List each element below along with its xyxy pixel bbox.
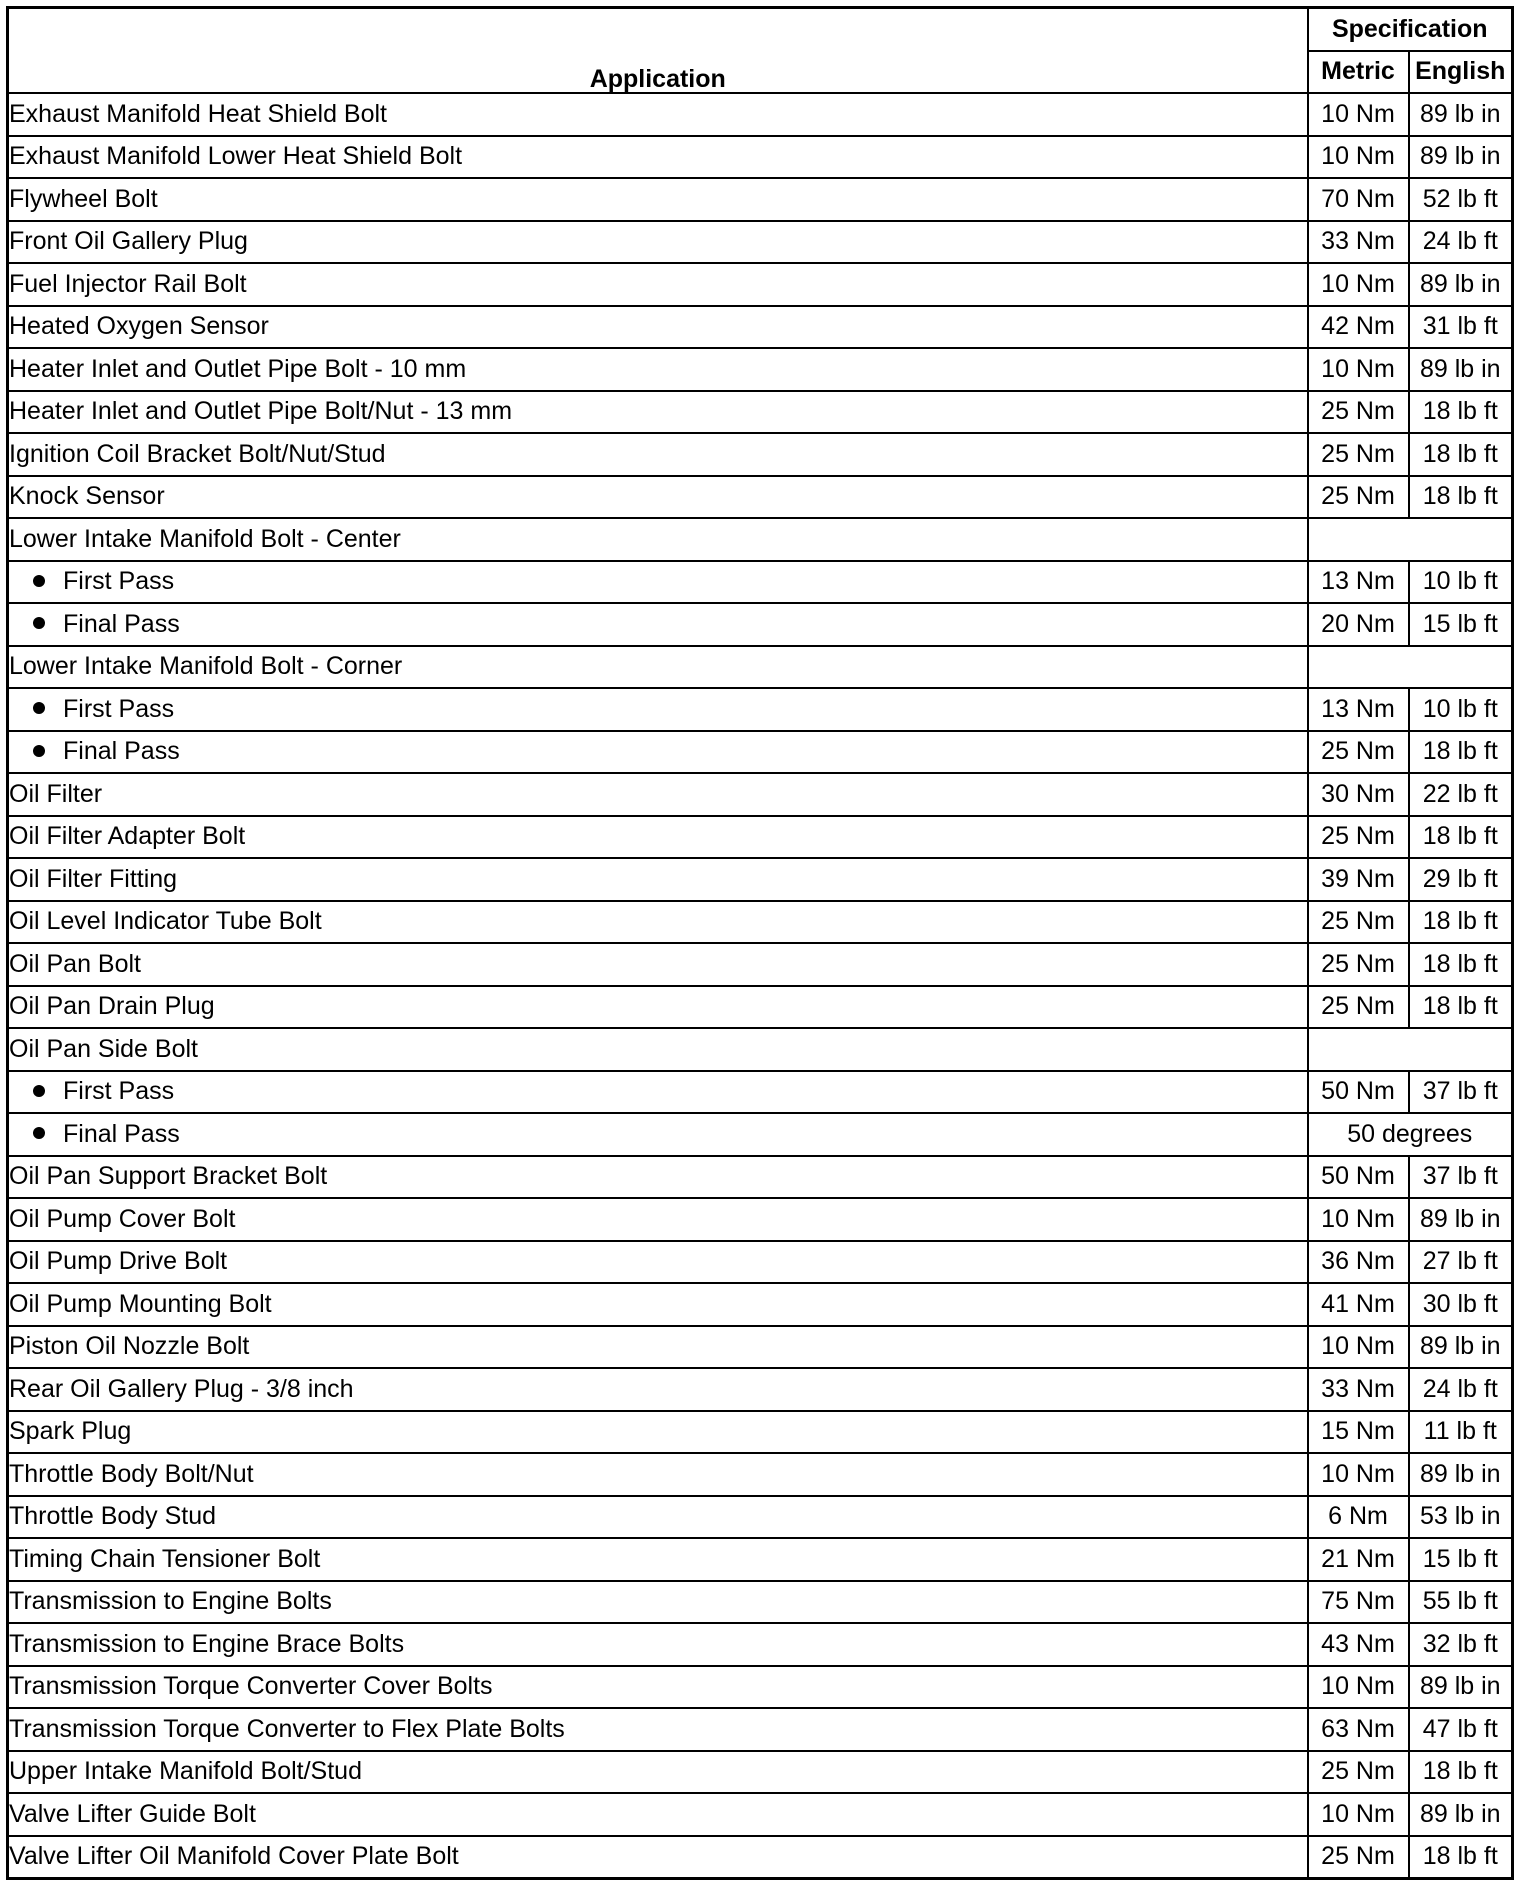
english-value-cell: 18 lb ft (1409, 816, 1513, 859)
application-cell (8, 1113, 1308, 1156)
metric-value-cell: 25 Nm (1308, 816, 1409, 859)
table-row (8, 1581, 1513, 1624)
application-label: Final Pass (63, 609, 180, 638)
application-label: Knock Sensor (9, 482, 165, 511)
application-label: Oil Pan Support Bracket Bolt (9, 1162, 328, 1191)
metric-value-cell: 63 Nm (1308, 1708, 1409, 1751)
table-row (8, 1836, 1513, 1879)
application-cell (8, 178, 1308, 221)
table-row (8, 688, 1513, 731)
metric-value-cell: 10 Nm (1308, 263, 1409, 306)
application-cell (8, 858, 1308, 901)
table-body (8, 93, 1513, 1879)
application-cell (8, 603, 1308, 646)
metric-value-cell: 43 Nm (1308, 1623, 1409, 1666)
table-row (8, 221, 1513, 264)
application-cell (8, 263, 1308, 306)
application-label: Oil Filter Fitting (9, 864, 178, 893)
application-cell (8, 306, 1308, 349)
application-label: Transmission Torque Converter Cover Bolts (9, 1672, 493, 1701)
application-label: Oil Filter (9, 779, 103, 808)
table-row (8, 1283, 1513, 1326)
english-value-cell: 29 lb ft (1409, 858, 1513, 901)
english-value-cell: 89 lb in (1409, 1453, 1513, 1496)
table-row (8, 1623, 1513, 1666)
metric-value-cell: 70 Nm (1308, 178, 1409, 221)
metric-value-cell: 25 Nm (1308, 943, 1409, 986)
metric-value-cell: 10 Nm (1308, 1198, 1409, 1241)
application-cell (8, 93, 1308, 136)
bullet-icon (33, 702, 45, 714)
table-group-row (8, 1028, 1513, 1071)
table-row (8, 1198, 1513, 1241)
application-label: Oil Pump Cover Bolt (9, 1204, 236, 1233)
application-cell (8, 348, 1308, 391)
group-spacer-cell (1308, 646, 1513, 689)
english-value-cell: 18 lb ft (1409, 943, 1513, 986)
table-row (8, 1113, 1513, 1156)
application-label: Timing Chain Tensioner Bolt (9, 1544, 321, 1573)
metric-value-cell: 50 Nm (1308, 1156, 1409, 1199)
application-label: Lower Intake Manifold Bolt - Corner (9, 652, 403, 681)
english-value-cell: 89 lb in (1409, 93, 1513, 136)
application-cell (8, 1751, 1308, 1794)
application-label: Oil Pan Bolt (9, 949, 142, 978)
application-cell (8, 1156, 1308, 1199)
table-row (8, 1708, 1513, 1751)
english-value-cell: 10 lb ft (1409, 688, 1513, 731)
application-label: Oil Pump Drive Bolt (9, 1247, 228, 1276)
application-label: Heated Oxygen Sensor (9, 312, 269, 341)
english-value-cell: 52 lb ft (1409, 178, 1513, 221)
table-row (8, 1368, 1513, 1411)
english-value-cell: 18 lb ft (1409, 1836, 1513, 1879)
table-row (8, 731, 1513, 774)
english-value-cell: 89 lb in (1409, 136, 1513, 179)
table-row (8, 476, 1513, 519)
table-row (8, 1411, 1513, 1454)
bullet-icon (33, 745, 45, 757)
english-value-cell: 37 lb ft (1409, 1156, 1513, 1199)
metric-value-cell: 10 Nm (1308, 1793, 1409, 1836)
application-cell (8, 433, 1308, 476)
english-value-cell: 32 lb ft (1409, 1623, 1513, 1666)
application-cell (8, 1836, 1308, 1879)
english-value-cell: 89 lb in (1409, 1793, 1513, 1836)
application-label: Upper Intake Manifold Bolt/Stud (9, 1757, 362, 1786)
application-cell (8, 816, 1308, 859)
application-cell (8, 1198, 1308, 1241)
table-row (8, 858, 1513, 901)
application-label: Transmission Torque Converter to Flex Plate Bolts (9, 1714, 565, 1743)
metric-value-cell: 25 Nm (1308, 1751, 1409, 1794)
torque-spec-table (6, 6, 1514, 1880)
table-row (8, 348, 1513, 391)
metric-value-cell: 6 Nm (1308, 1496, 1409, 1539)
application-cell (8, 221, 1308, 264)
group-spacer-cell (1308, 1028, 1513, 1071)
english-value-cell: 18 lb ft (1409, 901, 1513, 944)
metric-value-cell: 10 Nm (1308, 1666, 1409, 1709)
english-value-cell: 24 lb ft (1409, 1368, 1513, 1411)
application-cell (8, 136, 1308, 179)
english-value-cell: 15 lb ft (1409, 1538, 1513, 1581)
application-cell (8, 731, 1308, 774)
application-label: Oil Level Indicator Tube Bolt (9, 907, 322, 936)
application-label: Final Pass (63, 1119, 180, 1148)
bullet-icon (33, 575, 45, 587)
english-value-cell: 89 lb in (1409, 348, 1513, 391)
application-label: Throttle Body Stud (9, 1502, 217, 1531)
english-value-cell: 18 lb ft (1409, 731, 1513, 774)
english-value-cell: 18 lb ft (1409, 433, 1513, 476)
english-value-cell: 15 lb ft (1409, 603, 1513, 646)
application-label: Exhaust Manifold Heat Shield Bolt (9, 99, 387, 128)
application-label: First Pass (63, 567, 175, 596)
table-group-row (8, 646, 1513, 689)
application-label: Fuel Injector Rail Bolt (9, 269, 247, 298)
metric-value-cell: 13 Nm (1308, 688, 1409, 731)
table-row (8, 1751, 1513, 1794)
application-cell (8, 1623, 1308, 1666)
english-value-cell: 22 lb ft (1409, 773, 1513, 816)
table-row (8, 1156, 1513, 1199)
metric-value-cell: 50 Nm (1308, 1071, 1409, 1114)
bullet-icon (33, 1127, 45, 1139)
spec-value-cell: 50 degrees (1308, 1113, 1513, 1156)
table-row (8, 603, 1513, 646)
table-row (8, 1453, 1513, 1496)
table-row (8, 561, 1513, 604)
application-cell (8, 1538, 1308, 1581)
metric-value-cell: 33 Nm (1308, 1368, 1409, 1411)
english-value-cell: 18 lb ft (1409, 986, 1513, 1029)
application-cell (8, 1368, 1308, 1411)
application-label: Valve Lifter Oil Manifold Cover Plate Bolt (9, 1842, 459, 1871)
application-cell (8, 1241, 1308, 1284)
application-cell (8, 1071, 1308, 1114)
application-label: Transmission to Engine Bolts (9, 1587, 332, 1616)
table-row (8, 1326, 1513, 1369)
table-row (8, 901, 1513, 944)
application-label: First Pass (63, 694, 175, 723)
table-row (8, 136, 1513, 179)
english-value-cell: 89 lb in (1409, 1666, 1513, 1709)
table-row (8, 816, 1513, 859)
metric-header: Metric (1308, 51, 1409, 94)
table-row (8, 263, 1513, 306)
application-label: Lower Intake Manifold Bolt - Center (9, 524, 401, 553)
application-label: Oil Pump Mounting Bolt (9, 1289, 272, 1318)
application-label: Throttle Body Bolt/Nut (9, 1459, 254, 1488)
application-label: Transmission to Engine Brace Bolts (9, 1629, 405, 1658)
application-cell (8, 901, 1308, 944)
english-value-cell: 18 lb ft (1409, 1751, 1513, 1794)
english-value-cell: 18 lb ft (1409, 476, 1513, 519)
metric-value-cell: 25 Nm (1308, 476, 1409, 519)
english-value-cell: 55 lb ft (1409, 1581, 1513, 1624)
application-label: Front Oil Gallery Plug (9, 227, 248, 256)
application-label: Rear Oil Gallery Plug - 3/8 inch (9, 1374, 354, 1403)
english-value-cell: 37 lb ft (1409, 1071, 1513, 1114)
english-value-cell: 18 lb ft (1409, 391, 1513, 434)
table-group-row (8, 518, 1513, 561)
bullet-icon (33, 1085, 45, 1097)
english-value-cell: 89 lb in (1409, 263, 1513, 306)
metric-value-cell: 10 Nm (1308, 93, 1409, 136)
metric-value-cell: 15 Nm (1308, 1411, 1409, 1454)
metric-value-cell: 25 Nm (1308, 731, 1409, 774)
application-cell (8, 1028, 1308, 1071)
metric-value-cell: 39 Nm (1308, 858, 1409, 901)
specification-header: Specification (1308, 8, 1513, 51)
application-cell (8, 943, 1308, 986)
table-row (8, 306, 1513, 349)
application-cell (8, 1708, 1308, 1751)
english-value-cell: 24 lb ft (1409, 221, 1513, 264)
application-cell (8, 773, 1308, 816)
table-row (8, 391, 1513, 434)
application-cell (8, 1453, 1308, 1496)
metric-value-cell: 41 Nm (1308, 1283, 1409, 1326)
application-cell (8, 1793, 1308, 1836)
application-cell (8, 476, 1308, 519)
table-row (8, 1793, 1513, 1836)
english-value-cell: 11 lb ft (1409, 1411, 1513, 1454)
table-row (8, 93, 1513, 136)
application-cell (8, 1411, 1308, 1454)
application-cell (8, 1496, 1308, 1539)
metric-value-cell: 10 Nm (1308, 136, 1409, 179)
metric-value-cell: 30 Nm (1308, 773, 1409, 816)
table-row (8, 433, 1513, 476)
metric-value-cell: 25 Nm (1308, 391, 1409, 434)
english-value-cell: 47 lb ft (1409, 1708, 1513, 1751)
application-cell (8, 688, 1308, 731)
metric-value-cell: 25 Nm (1308, 1836, 1409, 1879)
english-value-cell: 53 lb in (1409, 1496, 1513, 1539)
application-cell (8, 986, 1308, 1029)
table-row (8, 986, 1513, 1029)
table-header (8, 8, 1513, 94)
application-cell (8, 1326, 1308, 1369)
application-label: Ignition Coil Bracket Bolt/Nut/Stud (9, 439, 386, 468)
application-label: Heater Inlet and Outlet Pipe Bolt - 10 mm (9, 354, 467, 383)
application-label: Piston Oil Nozzle Bolt (9, 1332, 250, 1361)
metric-value-cell: 10 Nm (1308, 1326, 1409, 1369)
application-label: Final Pass (63, 737, 180, 766)
bullet-icon (33, 617, 45, 629)
application-label: Spark Plug (9, 1417, 132, 1446)
metric-value-cell: 21 Nm (1308, 1538, 1409, 1581)
application-label: Exhaust Manifold Lower Heat Shield Bolt (9, 142, 463, 171)
application-cell (8, 518, 1308, 561)
application-cell (8, 1581, 1308, 1624)
metric-value-cell: 33 Nm (1308, 221, 1409, 264)
english-value-cell: 27 lb ft (1409, 1241, 1513, 1284)
english-value-cell: 30 lb ft (1409, 1283, 1513, 1326)
torque-spec-document (6, 6, 1514, 1880)
metric-value-cell: 10 Nm (1308, 1453, 1409, 1496)
application-header: Application (8, 8, 1308, 94)
group-spacer-cell (1308, 518, 1513, 561)
application-label: Heater Inlet and Outlet Pipe Bolt/Nut - 13 mm (9, 397, 513, 426)
application-cell (8, 646, 1308, 689)
metric-value-cell: 13 Nm (1308, 561, 1409, 604)
table-row (8, 773, 1513, 816)
table-row (8, 1496, 1513, 1539)
application-cell (8, 561, 1308, 604)
application-label: Oil Filter Adapter Bolt (9, 822, 246, 851)
metric-value-cell: 25 Nm (1308, 433, 1409, 476)
metric-value-cell: 20 Nm (1308, 603, 1409, 646)
application-label: Valve Lifter Guide Bolt (9, 1799, 256, 1828)
table-row (8, 178, 1513, 221)
metric-value-cell: 75 Nm (1308, 1581, 1409, 1624)
english-value-cell: 89 lb in (1409, 1326, 1513, 1369)
table-row (8, 1071, 1513, 1114)
application-cell (8, 1283, 1308, 1326)
english-value-cell: 31 lb ft (1409, 306, 1513, 349)
english-header: English (1409, 51, 1513, 94)
metric-value-cell: 25 Nm (1308, 901, 1409, 944)
metric-value-cell: 42 Nm (1308, 306, 1409, 349)
metric-value-cell: 10 Nm (1308, 348, 1409, 391)
table-row (8, 1241, 1513, 1284)
application-label: Oil Pan Drain Plug (9, 992, 215, 1021)
english-value-cell: 10 lb ft (1409, 561, 1513, 604)
metric-value-cell: 25 Nm (1308, 986, 1409, 1029)
application-label: Flywheel Bolt (9, 184, 158, 213)
english-value-cell: 89 lb in (1409, 1198, 1513, 1241)
application-label: First Pass (63, 1077, 175, 1106)
application-cell (8, 391, 1308, 434)
metric-value-cell: 36 Nm (1308, 1241, 1409, 1284)
table-row (8, 943, 1513, 986)
application-label: Oil Pan Side Bolt (9, 1034, 198, 1063)
table-row (8, 1666, 1513, 1709)
application-cell (8, 1666, 1308, 1709)
table-row (8, 1538, 1513, 1581)
